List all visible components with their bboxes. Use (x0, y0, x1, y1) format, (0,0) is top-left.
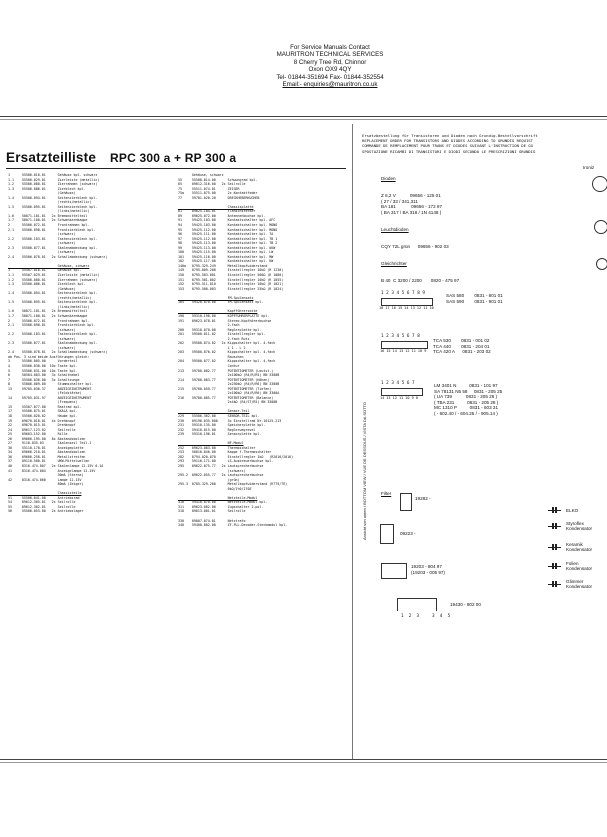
filter-c-outline (381, 563, 407, 579)
ic-label: TCA 530 0831 - 001 02 (433, 338, 490, 343)
parts-row: L 1 - L 2 (178, 345, 246, 350)
parts-row: Netzteile-Modul (178, 495, 258, 500)
filter-a-outline (400, 493, 412, 511)
ironiz-label: Ironiz (583, 165, 595, 170)
parts-row: 2-fach (178, 323, 240, 328)
parts-row: 2x100kΩ (R4/R/R5) BN 3300B (178, 373, 280, 378)
parts-row: 214 59700-083.77 POTENTIOMETER (Höhen) (178, 377, 270, 382)
parts-row: (schwarz) (8, 327, 76, 332)
ic-pins-top-a: 1 2 3 4 5 6 7 8 9 (381, 291, 425, 296)
header-line-2: MAURITRON TECHNICAL SERVICES (276, 51, 384, 59)
dioden-list (381, 193, 442, 215)
parts-row: Kopfführerseite (178, 309, 258, 314)
parts-row: 232 59410-015.00 Reglerwegrevel (178, 427, 256, 432)
parts-row: 1.6 50071-101.01 2x Bremsmittelteil (8, 213, 88, 218)
parts-row: 3 55506-005.00 Vorderteil (8, 359, 78, 364)
parts-row: 1.7 50071-100.01 2x Schwenkarmkappe (8, 313, 88, 318)
parts-row: 330 09007-074.01 Netztrafo (178, 518, 246, 523)
parts-row: 190 59310-198.00 KOPFFÜHRERPLATTE kpl. (178, 313, 270, 318)
parts-row: 2.2 55506-103.01 Tastenzierblech kpl. (8, 332, 98, 337)
parts-row: 17 55506-075.01 SKALA kpl. (8, 409, 78, 414)
filter-d-outline (397, 598, 437, 611)
diode-symbol (592, 176, 607, 192)
parts-row: 216 59700-085.77 POTENTIOMETER (Balance) (178, 395, 274, 400)
parts-row: 1.2 55506-080.01 Zierrahmen (schwarz) (8, 277, 98, 282)
parts-row: 1.1 55506-029.01 Zierleiste (metallic) (8, 177, 100, 182)
parts-row: (grün) (178, 477, 240, 482)
parts-row: 96 59425-111.00 Kontaktschalter kpl. TA (178, 232, 274, 237)
parts-row: (links/metallic) (8, 209, 90, 214)
parts-row: 253 50016-046.00 Kappe f.Thermoschalter (178, 450, 272, 455)
parts-row: 30 55110-178.01 Anzeigeplatte (8, 445, 84, 450)
parts-row: 22 09670-015.01 Drehknopf (8, 423, 76, 428)
parts-row: 98 59425-113.00 Kontaktschalter kpl. TB 2 (178, 241, 278, 246)
model-text: RPC 300 a + RP 300 a (110, 151, 237, 165)
parts-row: 2.3 55506-077.01 Skalenabdeckung kpl. (8, 245, 98, 250)
dioden-row: ( BA 317 / BA 318 / 1N 4148 ) (381, 209, 442, 215)
parts-row: Chassisplatte (178, 204, 254, 209)
parts-row: 311 09623-082.00 Zugschalter 2-pol. (178, 504, 264, 509)
parts-row: 55 55508-014.00 Schwungrad kpl. (178, 177, 258, 182)
parts-row: (schwarz) (178, 468, 246, 473)
leuchtdioden-heading: Leuchtdioden (381, 227, 409, 233)
parts-row: 295 09622-075.77 2x Lautsprecherbuchse (178, 464, 264, 468)
parts-row: 4 55506-030.00 10x Taste kpl. (8, 363, 78, 368)
parts-row: 30mA (Sterne) (8, 473, 84, 478)
parts-row: 5 55506-031.00 10x Taste kpl. (8, 368, 78, 373)
parts-row: 25 09603-152.00 Rille (8, 432, 68, 437)
parts-row: 1.3 55506-086.01 Zierblech kpl. (8, 282, 86, 287)
filter-d-pin-numbers: 1 2 3 3 4 5 (401, 614, 451, 619)
parts-row: 34 09666-210.01 Abstandsbolzen (8, 450, 86, 455)
ic-label: SA 78131 N5 58 0831 - 205 25 (434, 388, 503, 394)
ic-label: ( TBA 231 0831 - 205 28 ) (434, 399, 499, 405)
ic-label: MC 1310 P 0831 - 603 31 (434, 405, 499, 411)
parts-row: Contur (178, 363, 240, 368)
parts-row: 102 59425-117.00 Kontaktschalter kpl. KW (178, 259, 274, 264)
parts-row: 231 59310-135.00 Speicherplatte kpl. (178, 423, 266, 428)
parts-row: 80mA (Zeiger) (8, 482, 84, 487)
parts-row: 18 55506-020.02 Haube kpl. (8, 413, 78, 418)
parts-row: 318 09613-001.01 Seilrolle (178, 509, 246, 514)
parts-row: 340 59400-802.00 ZF-PLL-Decoder-Steckmodul kpl. (178, 523, 288, 528)
parts-row: 36 09606-258.01 Metallstreifen (8, 454, 86, 459)
legend-folien: Folien Kondensator (566, 561, 593, 571)
heading-line: COMMANDE DE REMPLACEMENT POUR TRANS ET DIODES SUIVANT L'INSTRUCTION DE GG (362, 143, 533, 149)
header-line-4: Oxon OX9 4QY (308, 66, 352, 74)
parts-row: 81 09625-184.01 Flanschstecker (178, 209, 256, 214)
parts-row: ab Pos. 3 sind beide Ausführungen gleich: (8, 354, 90, 359)
gleichrichter-section (381, 250, 459, 289)
parts-row: 2x4kΩ (R4/ST/R5) BN 3300B (178, 400, 278, 405)
parts-row: 94 59425-103.00 Kontaktschalter kpl. MONO (178, 223, 278, 228)
parts-row: 2.4 55506-078.01 2x Schallabdeckung (schwarz) (8, 350, 108, 355)
gleichrichter-heading: Gleichrichter (381, 261, 407, 267)
parts-row: 2 55506-072.01 Frontrahmen kpl. (8, 318, 90, 323)
parts-row: 2x250kΩ (R4/R/R6) BN 3300B (178, 382, 280, 387)
parts-row: 95 59425-112.00 Kontaktschalter kpl. MONO (178, 227, 278, 232)
ic-pins-bottom-b: 16 15 14 13 12 11 10 9 (380, 349, 427, 353)
parts-list-column-right (178, 173, 350, 528)
filter-c-label: 19203 - 804 97 (411, 564, 442, 569)
ic-label: ( - 602.40 / - 604.25 / - 905.14 ) (434, 410, 498, 416)
parts-row: 51 55506-041.00 Antriebsrad (8, 495, 80, 500)
legend-elko: ELKO (566, 508, 579, 513)
parts-row: (schwarz) (8, 241, 76, 246)
filter-a-label: 19282 - (415, 496, 431, 501)
parts-row: 149 0795-009.208 Einstellregler 10kΩ (R 1230) (178, 268, 284, 273)
parts-row: 202 59500-074.02 2x Kippschalter kpl. 4-fach (178, 341, 276, 346)
parts-row: 2.4 55506-078.01 2x Schallabdeckung (schwarz) (8, 254, 108, 259)
led-row: CQY 72L grün 09656 - 902 03 (381, 243, 449, 249)
filter-d-label: 19430 - 802 00 (450, 602, 481, 607)
parts-row: 65 09612-316.00 2x Seilrolle (178, 182, 246, 187)
ic-label: TCA 420 A 0831 - 203 02 (433, 349, 491, 355)
legend-glimmer: Glimmer Kondensator (566, 579, 593, 589)
parts-row: 1 55506-016.01 Gehäuse kpl. schwarz (8, 173, 98, 177)
parts-row: 56 55506-053.00 2x Antriebslager (8, 509, 84, 514)
dioden-section (381, 165, 442, 221)
parts-row: 140a 0795-329.249 Metallkopfwiderstand (178, 263, 268, 268)
parts-row: Gehäuse, schwarz (178, 173, 224, 177)
parts-row: 55 09612-302.01 Seilrolle (8, 504, 76, 509)
ic-group-c-labels (434, 383, 502, 417)
capacitor-styroflex-icon (548, 523, 561, 529)
ic-pins-bottom-a: 18 17 16 15 14 13 12 11 10 (379, 306, 434, 310)
parts-row: 99 59425-113.00 Kontaktschalter kpl. UKW (178, 245, 276, 250)
filter-b-label: 09223 - (400, 531, 416, 536)
parts-row: 40 8316-474.007 2x Skalenlampe 12-15V 0.1A (8, 464, 104, 468)
parts-row: (schwarz) (8, 250, 76, 255)
ic-pins-top-b: 1 2 3 4 5 6 7 8 (381, 334, 420, 339)
parts-row: 1.6 50071-101.01 2x Bremsmittelteil (8, 309, 88, 314)
capacitor-glimmer-icon (548, 581, 561, 587)
parts-row: 89 09625-072.00 Antennenbuchse kpl. (178, 213, 266, 218)
ic-package-a (381, 298, 433, 306)
title-rule (6, 168, 346, 169)
parts-row: 295.3 0785-329.200 Metallkopfwiderstand (R779/7Π) (178, 482, 288, 487)
parts-row: 165 59420-070.00 FM-Spulensatz kpl. (178, 300, 264, 305)
ic-pins-bottom-c: 14 13 12 11 10 9 8 (380, 396, 418, 400)
parts-row: 200 59310-070.00 Reglerplatte kpl. (178, 327, 262, 332)
parts-row: 152 0795-511.010 Einstellregler 10kΩ (R 1021) (178, 282, 284, 287)
parts-row: 42 8316-474.060 Lampe 12-15V (8, 477, 82, 482)
parts-row: 13 59705-036.37 ANZEIGEINSTRUMENT (8, 386, 92, 391)
legend-keramik: Keramik Kondensator (566, 542, 593, 552)
parts-row: 2.3 55506-077.01 Skalenabdeckung kpl. (8, 341, 98, 346)
parts-row: 1.1 55507-029.01 Zierleiste (metallic) (8, 273, 100, 278)
parts-row: 54 09612-305.01 2x Seilrolle (8, 500, 76, 505)
capacitor-folien-icon (548, 563, 561, 569)
capacitor-elko-icon (548, 507, 561, 513)
parts-row: 151 0795-501.002 Einstellregler 10kΩ (R 1055) (178, 277, 284, 282)
parts-row: 27 9116-035.03 Skalenseil Teil.1 (8, 441, 92, 446)
filter-heading (381, 480, 391, 502)
legend-styroflex: Styroflex Kondensator (566, 521, 593, 531)
parts-row: 191 09623-078.01 Stereo-Kopfhörerbuchse (178, 318, 272, 323)
ic-label: SAS 580 0831 - 801 01 (446, 293, 503, 298)
header-line-3: 8 Cherry Tree Rd, Chinnor (293, 58, 367, 66)
page-divider (0, 119, 607, 120)
parts-row: (links/metallic) (8, 304, 90, 309)
parts-row: Rauschen (178, 354, 244, 359)
ic-group-b-labels (433, 338, 491, 355)
parts-row: 100 59425-115.00 Kontaktschalter kpl. LW (178, 250, 274, 255)
parts-list-title (6, 150, 236, 165)
dioden-row: ( 27 / 33 / 341,311 (381, 198, 418, 204)
gleichrichter-list (381, 278, 459, 284)
heading-line: REPLACEMENT ORDER FOR TRANSISTORS AND DIODES ACCORDING TO GRUNDIG REQUIST (362, 138, 533, 144)
replacement-order-heading (362, 133, 607, 154)
parts-row: 252 09623-083.00 Thermoschalter (178, 445, 256, 450)
parts-row: Chassisteile (8, 491, 82, 496)
ic-label: TCA 440 0831 - 204 01 (433, 343, 490, 349)
parts-row: 2-fach Rutz (178, 336, 250, 341)
title-text: Ersatzteilliste (6, 150, 97, 165)
parts-row: 295.2 09622-055.77 2x Lautsprecherbuchse (178, 473, 264, 478)
parts-row: 75a 55511-075.00 2x Kontaktfeder (178, 191, 258, 196)
parts-row: (Gehäuse) (8, 286, 76, 291)
parts-row: 239 59310-196.01 Sensorplatte kpl. (178, 432, 262, 437)
parts-row: 2.1 55506-098.01 Frontzierblech kpl. (8, 227, 96, 232)
ic-label: SAS 590 0831 - 901 01 (446, 298, 503, 304)
parts-row: Gehäuse, schwarz (8, 263, 90, 268)
dioden-heading: Dioden (381, 176, 396, 182)
filter-b-outline (380, 524, 394, 544)
parts-row: 1.4 55506-094.01 Seitenzierblech kpl. (8, 291, 98, 296)
header-email[interactable]: Email:- enquiries@mauritron.co.uk (282, 81, 378, 89)
parts-row: 150 0795-503.001 Einstellregler 500Ω (R 1080) (178, 273, 284, 278)
parts-row: 2x100kΩ (R4/R/R6) BN 3300A (178, 391, 280, 396)
parts-row: 204 59500-077.02 Kippschalter kpl. 4-fach (178, 359, 276, 364)
ic-group-a-labels (446, 293, 503, 304)
parts-row: 229 55506-362.00 SENSOR-TEIL kpl. (178, 413, 260, 418)
parts-row: 0kΩ/1%0/270E (178, 486, 252, 491)
parts-row: 1.4 55506-094.01 Seitenzierblech kpl. (8, 195, 98, 200)
parts-row: 1.5 55506-095.01 Seitenzierblech kpl. (8, 300, 98, 305)
parts-row: 2.1 55506-098.01 Frontzierblech kpl. (8, 323, 96, 328)
parts-row: 2 55506-072.01 Frontrahmen kpl. (8, 223, 90, 228)
parts-row: 75 55511-074.01 ZEIGER (178, 186, 240, 191)
parts-row: NF-Modul (178, 441, 244, 446)
parts-row: 1.3 55506-086.01 Zierblech kpl. (8, 186, 86, 191)
parts-row: (Frequenz) (8, 400, 78, 405)
parts-row: (Gehäuse) (8, 191, 76, 196)
parts-row: 7 55506-036.00 3x Schaltzunge (8, 377, 80, 382)
ic-pins-top-c: 1 2 3 4 5 6 7 (381, 381, 415, 386)
parts-row: 26 09666-195.00 8x Abstandsbolzen (8, 436, 86, 441)
parts-row: 15 55507-077.00 Rastrad kpl. (8, 404, 82, 409)
ic-label: ( UA 739 0831 - 205 26 ) (434, 394, 498, 400)
parts-row: 101 59425-116.00 Kontaktschalter kpl. MW (178, 254, 274, 259)
leuchtdioden-list (381, 244, 449, 250)
rectifier-symbol (596, 258, 607, 270)
service-contact-header (255, 44, 405, 88)
parts-row: 37 09110-580.01 UKW-Mittelwellen (8, 459, 90, 464)
parts-row: (schwarz) (8, 232, 76, 237)
parts-row: (rechts/metallic) (8, 295, 92, 300)
parts-row: 41 8316-474.004 Anzeigelampe 12-15V (8, 468, 96, 473)
header-line-1: For Service Manuals Contact (290, 44, 370, 51)
parts-row: 19 09670-018.01 4x Drehknopf (8, 418, 76, 423)
bottom-view-side-text (352, 220, 366, 550)
ic-label: LM 3401 N 0831 - 101 97 (434, 383, 498, 388)
parts-row: 201 59500-011.02 Einstellregler kpl. (178, 332, 266, 337)
parts-row: 282 8794-020.070 Einstellregler 1kΩ (R2016/2016) (178, 454, 294, 459)
parts-row: 2.2 55506-103.01 Tastenzierblech kpl. (8, 236, 98, 241)
parts-row: 1.5 55506-095.01 Seitenzierblech kpl. (8, 204, 98, 209)
heading-line: SPOSTAZIONE RICAMBI DI TRANSISTORI E DIODI SECONDO LE PRESCRIZIONI GRUNDIG (362, 148, 536, 154)
parts-row: 97 59425-112.00 Kontaktschalter kpl. TB 1 (178, 236, 278, 241)
rectifier-row: B 40 C 3200 / 2200 0820 - 475 97 (381, 277, 460, 283)
dioden-row: BA 181 09656 - 172 97 (381, 204, 443, 210)
page-divider (0, 759, 607, 760)
parts-row: 213 59700-082.77 POTENTIOMETER (Loutst.) (178, 368, 274, 373)
parts-row: FM-Spulensatz (178, 295, 254, 300)
parts-list-column-left (8, 173, 180, 514)
parts-row: 24 09617-123.02 Seilrolle (8, 427, 76, 432)
filter-heading-text: Filter (381, 491, 392, 497)
parts-row: (schwarz) (8, 336, 76, 341)
side-text: Ansicht von unten / BOTTOM VIEW / VUE DE DESSOUS / VISTA DA SOTTO (362, 401, 367, 540)
parts-row: 8 55006-009.00 Stummschalter kpl. (8, 382, 94, 387)
parts-row: Sensor-Teil (178, 409, 250, 414)
parts-row: 6 50504-003.00 3x Schalthebel (8, 373, 80, 378)
dioden-row: Z 6,2 V 09656 - 125 01 (381, 192, 441, 198)
parts-row: (Feldstärke) (8, 391, 82, 396)
filter-c-alt-label: (19203 - 005 97) (411, 570, 445, 575)
parts-row: 203 59500-076.02 Kippschalter kpl. 4-fach (178, 350, 276, 355)
parts-row: (schwarz) (8, 345, 76, 350)
parts-row: 215 59700-059.77 POTENTIOMETER (Tiefen) (178, 386, 272, 391)
page-divider (0, 762, 607, 763)
header-line-5: Tel- 01844-351694 Fax- 01844-352554 (276, 73, 384, 81)
capacitor-keramik-icon (548, 544, 561, 550)
heading-line: Ersatzbestellung für Transistoren und Dioden nach Grundig-Bestellvorschrift (362, 133, 538, 138)
led-symbol (594, 220, 607, 234)
parts-row: 310 59410-070.00 Netzteile-Modul kpl. (178, 500, 268, 505)
parts-row: 14 59705-031.97 ANZEIGEINSTRUMENT (8, 395, 92, 400)
parts-row: 77 59701-020.20 DRECKHEBERKUCHEN (178, 195, 260, 200)
parts-row: 1.7 50071-100.01 2x Schwenkarmkappe (8, 218, 88, 223)
parts-row: 91 59425-103.00 Kontaktschalter kpl. AFC (178, 218, 276, 223)
parts-row: 230 09196-035.000 5x Einstellrad Nr.10125-213 (178, 418, 282, 423)
parts-row: (rechts/metallic) (8, 200, 92, 205)
page-divider (0, 116, 607, 117)
ic-package-b (381, 341, 428, 349)
ic-package-c (381, 388, 423, 396)
parts-row: 293 59116-171.00 LS-Ausbreuerbuchse kpl. (178, 459, 274, 464)
parts-row: 153 0795-500.003 Einstellregler 25kΩ (R 1024) (178, 286, 284, 291)
parts-row: 1.2 55506-080.01 Zierrahmen (schwarz) (8, 182, 98, 187)
parts-row: 1 55507-016.01 Gehäuse kpl. (8, 268, 82, 273)
